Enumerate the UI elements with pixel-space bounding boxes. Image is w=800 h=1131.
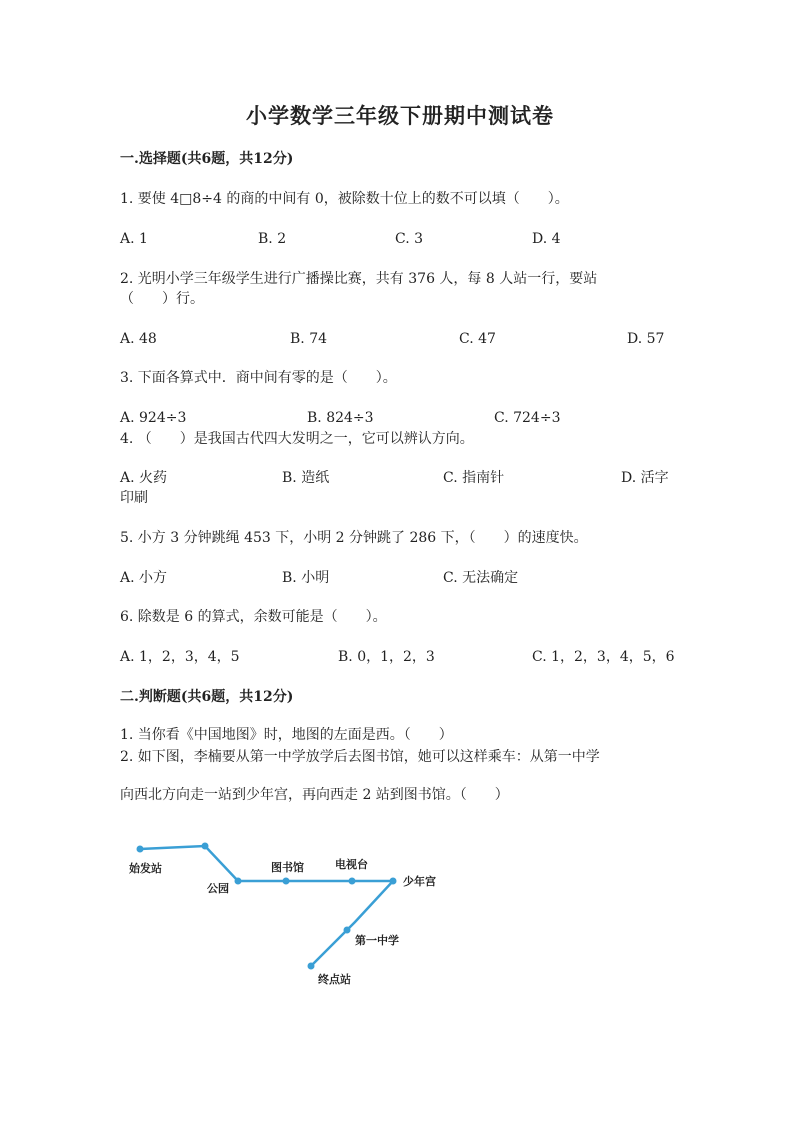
q5-option-b: B. 小明: [282, 570, 330, 586]
q6-option-b: B. 0，1，2，3: [338, 649, 435, 665]
q1-stem: 1. 要使 4□8÷4 的商的中间有 0，被除数十位上的数不可以填（ ）。: [120, 191, 569, 207]
station-label-start: 始发站: [129, 862, 162, 875]
page-title: 小学数学三年级下册期中测试卷: [246, 103, 554, 128]
q5-option-a: A. 小方: [120, 570, 168, 586]
station-label-end: 终点站: [318, 973, 351, 986]
q2-option-b: B. 74: [290, 331, 328, 347]
station-label-youth-palace: 少年宫: [403, 875, 436, 888]
q4-option-c: C. 指南针: [443, 470, 505, 486]
station-label-tv: 电视台: [335, 858, 368, 871]
q4-option-a: A. 火药: [120, 470, 168, 486]
judge-q1-stem: 1. 当你看《中国地图》时，地图的左面是西。（ ）: [120, 727, 453, 743]
q5-stem: 5. 小方 3 分钟跳绳 453 下，小明 2 分钟跳了 286 下，（ ）的速度快。: [120, 530, 588, 546]
q3-option-c: C. 724÷3: [494, 410, 561, 426]
q1-option-b: B. 2: [258, 231, 287, 247]
station-dot-school: [344, 927, 351, 934]
station-dot-tv: [349, 878, 356, 885]
q2-stem-line1: 2. 光明小学三年级学生进行广播操比赛，共有 376 人，每 8 人站一行，要站: [120, 271, 598, 287]
q2-stem-line2: （ ）行。: [120, 291, 204, 307]
q2-option-a: A. 48: [120, 331, 157, 347]
q3-option-a: A. 924÷3: [120, 410, 187, 426]
q4-option-d: D. 活字: [621, 470, 669, 486]
q5-option-c: C. 无法确定: [443, 570, 519, 586]
station-label-park: 公园: [207, 882, 229, 895]
q4-stem: 4. （ ）是我国古代四大发明之一，它可以辨认方向。: [120, 431, 474, 447]
station-dot-bend: [202, 843, 209, 850]
judge-q2-stem-line1: 2. 如下图，李楠要从第一中学放学后去图书馆，她可以这样乘车：从第一中学: [120, 749, 600, 765]
q3-option-b: B. 824÷3: [307, 410, 374, 426]
q1-option-c: C. 3: [395, 231, 424, 247]
q1-option-d: D. 4: [532, 231, 561, 247]
q4-option-b: B. 造纸: [282, 470, 330, 486]
q6-option-c: C. 1，2，3，4，5，6: [532, 649, 675, 665]
station-label-school: 第一中学: [355, 934, 399, 947]
q6-stem: 6. 除数是 6 的算式，余数可能是（ ）。: [120, 609, 387, 625]
judge-q2-stem-line2: 向西北方向走一站到少年宫，再向西走 2 站到图书馆。（ ）: [120, 787, 509, 803]
station-dot-park: [235, 878, 242, 885]
station-dot-youth-palace: [390, 878, 397, 885]
q4-option-d-wrap: 印刷: [120, 490, 148, 506]
station-dot-start: [137, 846, 144, 853]
q2-option-d: D. 57: [627, 331, 665, 347]
q2-option-c: C. 47: [459, 331, 496, 347]
q6-option-a: A. 1，2，3，4，5: [120, 649, 240, 665]
section-1-heading: 一.选择题(共6题，共12分): [120, 151, 294, 167]
station-label-library: 图书馆: [271, 861, 304, 874]
station-dot-end: [308, 963, 315, 970]
station-dot-library: [283, 878, 290, 885]
section-2-heading: 二.判断题(共6题，共12分): [120, 689, 294, 705]
q1-option-a: A. 1: [120, 231, 148, 247]
q3-stem: 3. 下面各算式中．商中间有零的是（ ）。: [120, 370, 397, 386]
